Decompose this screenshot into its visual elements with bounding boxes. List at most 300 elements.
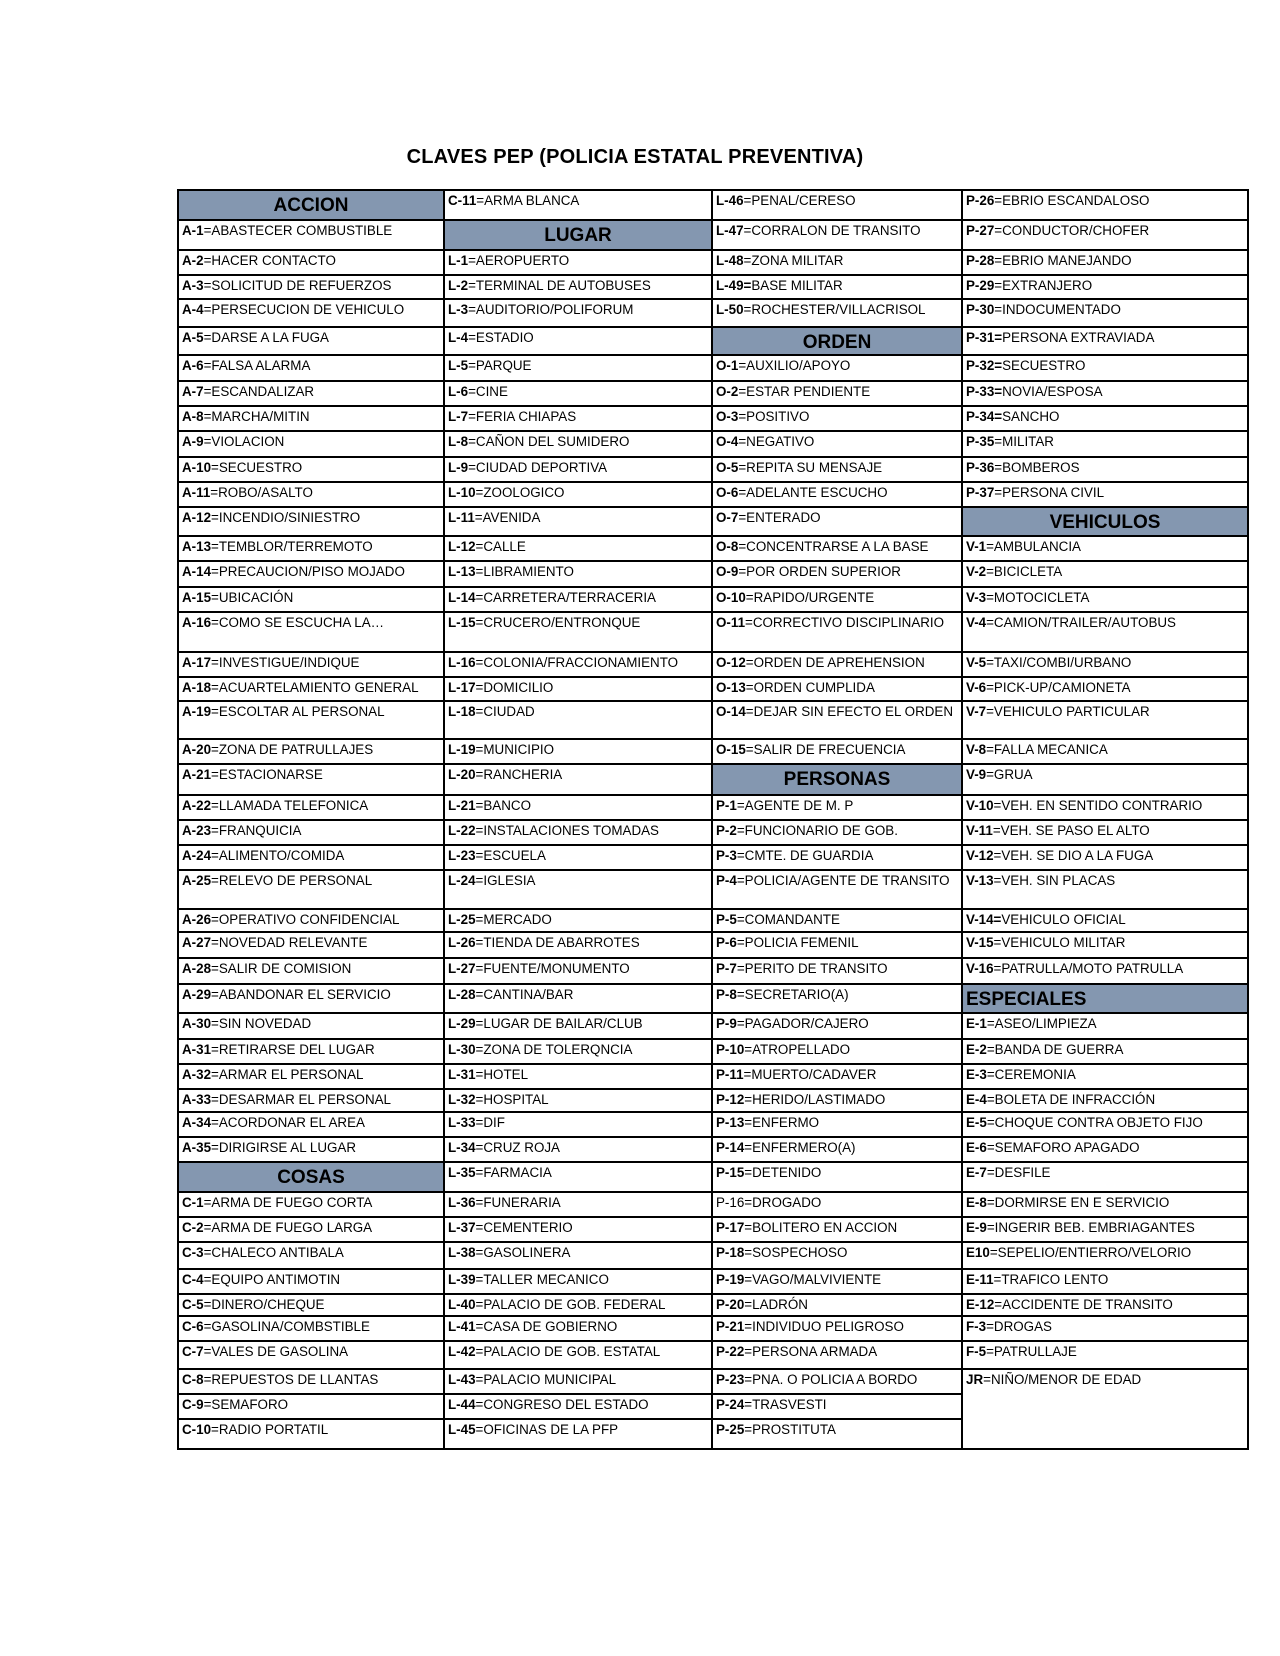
code-key: L-8 <box>448 434 469 449</box>
code-meaning: =ORDEN DE APREHENSION <box>745 655 925 670</box>
code-entry <box>963 483 1247 508</box>
code-entry <box>963 432 1247 458</box>
code-meaning: =SECUESTRO <box>211 460 303 475</box>
code-entry <box>713 933 961 959</box>
code-key: L-38 <box>448 1245 476 1260</box>
code-meaning: =CINE <box>468 384 508 399</box>
code-entry <box>963 1065 1247 1090</box>
code-meaning: =FRANQUICIA <box>211 823 302 838</box>
code-entry <box>713 356 961 382</box>
code-key: E-12 <box>966 1297 995 1312</box>
code-key: L-40 <box>448 1297 476 1312</box>
code-meaning: =ENFERMERO(A) <box>744 1140 856 1155</box>
code-entry <box>713 407 961 432</box>
code-key: L-29 <box>448 1016 476 1031</box>
code-entry <box>713 537 961 562</box>
code-key: E-7 <box>966 1165 987 1180</box>
code-meaning: =BANDA DE GUERRA <box>986 1042 1124 1057</box>
code-entry <box>179 765 443 796</box>
code-meaning: =SEMAFORO <box>203 1397 289 1412</box>
code-entry <box>963 678 1247 702</box>
code-meaning: =LADRÓN <box>744 1297 808 1312</box>
code-entry <box>179 1420 443 1448</box>
code-key: V-6 <box>966 680 987 695</box>
code-meaning: =TIENDA DE ABARROTES <box>475 935 640 950</box>
code-key: P-20 <box>716 1297 745 1312</box>
code-key: A-1 <box>182 223 204 238</box>
code-meaning: =VEH. SIN PLACAS <box>993 873 1116 888</box>
code-entry <box>713 432 961 458</box>
code-entry <box>713 1218 961 1243</box>
code-key: E10 <box>966 1245 990 1260</box>
code-key: A-15 <box>182 590 212 605</box>
code-meaning: =PATRULLA/MOTO PATRULLA <box>993 961 1184 976</box>
code-entry <box>713 1040 961 1065</box>
code-meaning: =IGLESIA <box>475 873 536 888</box>
code-meaning: =CIUDAD DEPORTIVA <box>468 460 608 475</box>
code-entry <box>963 328 1247 356</box>
code-entry <box>179 356 443 382</box>
code-key: L-35 <box>448 1165 476 1180</box>
section-header: ACCION <box>179 191 443 221</box>
code-entry <box>445 458 711 483</box>
code-key: P-31= <box>966 330 1003 345</box>
code-key: P-24 <box>716 1397 745 1412</box>
code-entry <box>713 300 961 328</box>
code-entry <box>179 959 443 985</box>
code-meaning: =FUNERARIA <box>475 1195 561 1210</box>
code-meaning: =ENTERADO <box>738 510 821 525</box>
code-key: L-20 <box>448 767 476 782</box>
code-entry <box>179 1395 443 1420</box>
code-entry <box>445 821 711 846</box>
code-key: L-16 <box>448 655 476 670</box>
code-key: L-15 <box>448 615 476 630</box>
code-meaning: =CIUDAD <box>475 704 535 719</box>
code-key: E-4 <box>966 1092 987 1107</box>
code-key: L-18 <box>448 704 476 719</box>
code-entry <box>713 1113 961 1138</box>
code-entry <box>445 432 711 458</box>
code-meaning: =VEH. SE DIO A LA FUGA <box>993 848 1154 863</box>
code-entry <box>445 1090 711 1113</box>
code-meaning: =TEMBLOR/TERREMOTO <box>211 539 373 554</box>
code-entry <box>713 821 961 846</box>
code-meaning: =ESCANDALIZAR <box>203 384 315 399</box>
code-key: L-45 <box>448 1422 476 1437</box>
code-entry <box>179 702 443 740</box>
code-key: P-18 <box>716 1245 745 1260</box>
code-key: P-7 <box>716 961 737 976</box>
code-entry <box>713 678 961 702</box>
code-key: P-36 <box>966 460 995 475</box>
code-key: A-26 <box>182 912 212 927</box>
code-meaning: =ARMA DE FUEGO LARGA <box>203 1220 373 1235</box>
code-entry <box>445 588 711 613</box>
code-entry <box>713 1370 961 1395</box>
code-entry <box>179 1090 443 1113</box>
code-entry <box>179 821 443 846</box>
code-meaning: =CORRECTIVO DISCIPLINARIO <box>745 615 945 630</box>
code-key: V-8 <box>966 742 987 757</box>
code-entry <box>179 458 443 483</box>
code-key: L-50 <box>716 302 744 317</box>
code-key: P-23 <box>716 1372 745 1387</box>
code-meaning: =CRUZ ROJA <box>475 1140 560 1155</box>
code-meaning: =AEROPUERTO <box>468 253 570 268</box>
code-meaning: =FUENTE/MONUMENTO <box>475 961 630 976</box>
code-key: E-1 <box>966 1016 987 1031</box>
code-meaning: =ALIMENTO/COMIDA <box>211 848 345 863</box>
code-entry <box>713 959 961 985</box>
code-entry <box>445 910 711 933</box>
code-key: P-9 <box>716 1016 737 1031</box>
code-entry <box>445 191 711 221</box>
code-key: A-23 <box>182 823 212 838</box>
code-key: P-1 <box>716 798 737 813</box>
code-key: O-7 <box>716 510 739 525</box>
code-meaning: =FALSA ALARMA <box>203 358 311 373</box>
code-key: V-14= <box>966 912 1002 927</box>
code-meaning: =PICK-UP/CAMIONETA <box>986 680 1131 695</box>
code-key: C-11 <box>448 193 477 208</box>
code-meaning: SANCHO <box>1002 409 1060 424</box>
code-key: A-4 <box>182 302 204 317</box>
code-meaning: =GASOLINERA <box>475 1245 571 1260</box>
code-entry <box>445 702 711 740</box>
code-meaning: =SOLICITUD DE REFUERZOS <box>203 278 392 293</box>
code-entry <box>713 910 961 933</box>
code-entry <box>179 537 443 562</box>
code-entry <box>963 1138 1247 1163</box>
code-key: O-1 <box>716 358 739 373</box>
code-meaning: =PALACIO MUNICIPAL <box>475 1372 617 1387</box>
code-meaning: =ESTADIO <box>468 330 534 345</box>
code-meaning: =ENFERMO <box>744 1115 820 1130</box>
code-entry <box>963 276 1247 300</box>
code-meaning: =CALLE <box>475 539 526 554</box>
code-meaning: =NEGATIVO <box>738 434 815 449</box>
code-key: L-9 <box>448 460 469 475</box>
code-meaning: =REPUESTOS DE LLANTAS <box>203 1372 379 1387</box>
code-meaning: =VIOLACION <box>203 434 285 449</box>
code-meaning: =CONGRESO DEL ESTADO <box>475 1397 649 1412</box>
code-entry <box>445 1040 711 1065</box>
code-entry <box>179 1138 443 1163</box>
code-entry <box>963 821 1247 846</box>
code-meaning: =CANTINA/BAR <box>475 987 574 1002</box>
code-meaning: =CMTE. DE GUARDIA <box>736 848 874 863</box>
code-meaning: P-16=DROGADO <box>716 1195 822 1210</box>
section-header: LUGAR <box>445 221 711 251</box>
section-header: ESPECIALES <box>963 985 1247 1014</box>
code-meaning: =PAGADOR/CAJERO <box>736 1016 869 1031</box>
code-meaning: =CHOQUE CONTRA OBJETO FIJO <box>986 1115 1203 1130</box>
code-entry <box>179 1370 443 1395</box>
code-meaning: =PENAL/CERESO <box>743 193 856 208</box>
code-key: V-3 <box>966 590 987 605</box>
code-entry <box>713 1193 961 1218</box>
code-meaning: =EBRIO ESCANDALOSO <box>994 193 1150 208</box>
code-meaning: =CEREMONIA <box>986 1067 1076 1082</box>
code-key: P-4 <box>716 873 737 888</box>
table-column <box>445 191 713 1448</box>
code-entry <box>445 1065 711 1090</box>
code-entry <box>713 483 961 508</box>
code-key: V-13 <box>966 873 994 888</box>
code-key: A-18 <box>182 680 212 695</box>
code-key: P-21 <box>716 1319 745 1334</box>
code-key: A-10 <box>182 460 212 475</box>
code-key: O-10 <box>716 590 746 605</box>
code-key: C-1 <box>182 1195 204 1210</box>
code-entry <box>445 1270 711 1295</box>
code-entry <box>713 458 961 483</box>
code-meaning: =AMBULANCIA <box>986 539 1081 554</box>
code-entry <box>713 796 961 821</box>
code-meaning: =AVENIDA <box>474 510 541 525</box>
code-key: C-3 <box>182 1245 204 1260</box>
code-meaning: PERSONA EXTRAVIADA <box>1002 330 1155 345</box>
code-key: L-13 <box>448 564 476 579</box>
code-key: P-22 <box>716 1344 745 1359</box>
code-meaning: =PERITO DE TRANSITO <box>736 961 888 976</box>
code-meaning: =LIBRAMIENTO <box>475 564 574 579</box>
code-key: V-5 <box>966 655 987 670</box>
code-entry <box>445 1243 711 1270</box>
code-key: O-14 <box>716 704 746 719</box>
code-entry <box>963 765 1247 796</box>
table-column <box>179 191 445 1448</box>
code-meaning: =TERMINAL DE AUTOBUSES <box>468 278 651 293</box>
code-entry <box>179 1243 443 1270</box>
code-key: P-26 <box>966 193 995 208</box>
code-entry <box>713 1065 961 1090</box>
code-meaning: =SOSPECHOSO <box>744 1245 848 1260</box>
codes-table <box>177 189 1249 1450</box>
code-key: L-43 <box>448 1372 476 1387</box>
code-key: A-22 <box>182 798 212 813</box>
code-meaning: =HACER CONTACTO <box>203 253 336 268</box>
code-key: L-44 <box>448 1397 476 1412</box>
code-entry <box>179 1113 443 1138</box>
code-entry <box>445 300 711 328</box>
code-key: C-10 <box>182 1422 212 1437</box>
code-entry <box>179 382 443 407</box>
code-meaning: =POLICIA/AGENTE DE TRANSITO <box>736 873 950 888</box>
code-meaning: =AUDITORIO/POLIFORUM <box>468 302 634 317</box>
code-entry <box>445 740 711 765</box>
code-key: V-9 <box>966 767 987 782</box>
code-key: P-29 <box>966 278 995 293</box>
code-key: L-4 <box>448 330 469 345</box>
code-key: P-33= <box>966 384 1003 399</box>
code-meaning: =LUGAR DE BAILAR/CLUB <box>475 1016 643 1031</box>
code-entry <box>713 985 961 1014</box>
code-key: A-13 <box>182 539 212 554</box>
code-key: P-34= <box>966 409 1003 424</box>
code-key: L-10 <box>448 485 476 500</box>
code-meaning: =ESCOLTAR AL PERSONAL <box>211 704 385 719</box>
code-entry <box>713 1163 961 1193</box>
code-meaning: =VALES DE GASOLINA <box>203 1344 349 1359</box>
code-key: V-15 <box>966 935 994 950</box>
code-entry <box>963 1243 1247 1270</box>
code-meaning: =PATRULLAJE <box>986 1344 1077 1359</box>
code-key: L-7 <box>448 409 469 424</box>
code-entry <box>445 1420 711 1448</box>
code-entry <box>179 1270 443 1295</box>
code-entry <box>963 537 1247 562</box>
code-meaning: =ACORDONAR EL AREA <box>211 1115 365 1130</box>
code-entry <box>963 1193 1247 1218</box>
code-entry <box>179 653 443 678</box>
code-entry <box>179 910 443 933</box>
code-meaning: =AGENTE DE M. P <box>736 798 854 813</box>
code-entry <box>445 1193 711 1218</box>
code-entry <box>179 300 443 328</box>
code-entry <box>713 1395 961 1420</box>
table-column <box>713 191 963 1448</box>
code-key: C-2 <box>182 1220 204 1235</box>
code-key: E-5 <box>966 1115 987 1130</box>
code-meaning: =VEHICULO PARTICULAR <box>986 704 1150 719</box>
code-entry <box>963 740 1247 765</box>
code-meaning: =MUERTO/CADAVER <box>743 1067 877 1082</box>
code-key: P-25 <box>716 1422 745 1437</box>
code-key: P-27 <box>966 223 995 238</box>
code-key: C-9 <box>182 1397 204 1412</box>
code-meaning: =MARCHA/MITIN <box>203 409 310 424</box>
code-key: C-5 <box>182 1297 204 1312</box>
code-entry <box>445 537 711 562</box>
code-key: A-32 <box>182 1067 212 1082</box>
code-meaning: =EXTRANJERO <box>994 278 1093 293</box>
code-meaning: =ABASTECER COMBUSTIBLE <box>203 223 393 238</box>
code-meaning: NOVIA/ESPOSA <box>1002 384 1103 399</box>
code-entry <box>179 1342 443 1370</box>
code-entry <box>445 562 711 588</box>
code-meaning: =COMANDANTE <box>736 912 840 927</box>
code-key: L-49= <box>716 278 752 293</box>
code-meaning: =ZONA DE TOLERQNCIA <box>475 1042 633 1057</box>
code-entry <box>713 1270 961 1295</box>
code-meaning: =MOTOCICLETA <box>986 590 1090 605</box>
code-key: A-27 <box>182 935 212 950</box>
code-meaning: =ACUARTELAMIENTO GENERAL <box>211 680 419 695</box>
code-entry <box>963 653 1247 678</box>
code-entry <box>445 1295 711 1317</box>
code-entry <box>963 458 1247 483</box>
code-key: A-16 <box>182 615 212 630</box>
code-key: L-6 <box>448 384 469 399</box>
code-entry <box>179 933 443 959</box>
code-entry <box>963 1342 1247 1370</box>
code-key: P-8 <box>716 987 737 1002</box>
code-key: P-37 <box>966 485 995 500</box>
code-entry <box>963 613 1247 653</box>
code-meaning: =TAXI/COMBI/URBANO <box>986 655 1132 670</box>
code-meaning: =TALLER MECANICO <box>475 1272 609 1287</box>
code-meaning: =SALIR DE FRECUENCIA <box>745 742 906 757</box>
code-meaning: =FALLA MECANICA <box>986 742 1108 757</box>
code-key: O-4 <box>716 434 739 449</box>
code-meaning: =CARRETERA/TERRACERIA <box>475 590 656 605</box>
code-key: A-19 <box>182 704 212 719</box>
code-entry <box>445 483 711 508</box>
code-key: L-46 <box>716 193 744 208</box>
code-key: L-14 <box>448 590 476 605</box>
code-entry <box>179 678 443 702</box>
code-entry <box>963 1163 1247 1193</box>
code-meaning: =RAPIDO/URGENTE <box>745 590 875 605</box>
code-entry <box>445 765 711 796</box>
code-entry <box>445 382 711 407</box>
code-entry <box>713 1420 961 1448</box>
section-header: VEHICULOS <box>963 508 1247 537</box>
code-key: V-4 <box>966 615 987 630</box>
code-meaning: =TRASVESTI <box>744 1397 827 1412</box>
code-key: V-2 <box>966 564 987 579</box>
code-entry <box>713 588 961 613</box>
code-entry <box>963 221 1247 251</box>
code-meaning: =BICICLETA <box>986 564 1063 579</box>
code-entry <box>445 1113 711 1138</box>
code-key: E-11 <box>966 1272 994 1287</box>
page-title-text: CLAVES PEP (POLICIA ESTATAL PREVENTIVA) <box>406 146 864 168</box>
code-entry <box>445 1342 711 1370</box>
code-meaning: =VEHICULO MILITAR <box>993 935 1126 950</box>
code-entry <box>179 740 443 765</box>
code-key: P-11 <box>716 1067 744 1082</box>
code-key: A-29 <box>182 987 212 1002</box>
code-key: L-48 <box>716 253 744 268</box>
code-key: A-3 <box>182 278 204 293</box>
table-column <box>963 191 1247 1448</box>
code-meaning: =INSTALACIONES TOMADAS <box>475 823 659 838</box>
code-key: P-12 <box>716 1092 745 1107</box>
code-key: C-4 <box>182 1272 204 1287</box>
code-meaning: =ABANDONAR EL SERVICIO <box>211 987 391 1002</box>
page-title <box>0 146 1280 169</box>
code-entry <box>963 702 1247 740</box>
code-meaning: =ACCIDENTE DE TRANSITO <box>994 1297 1173 1312</box>
code-key: L-12 <box>448 539 476 554</box>
code-meaning: =INDOCUMENTADO <box>994 302 1121 317</box>
code-meaning: =CONCENTRARSE A LA BASE <box>738 539 929 554</box>
code-key: V-1 <box>966 539 987 554</box>
code-entry <box>445 1014 711 1040</box>
code-meaning: =PARQUE <box>468 358 532 373</box>
code-meaning: =NIÑO/MENOR DE EDAD <box>983 1372 1142 1387</box>
code-meaning: =POLICIA FEMENIL <box>736 935 859 950</box>
code-meaning: =FERIA CHIAPAS <box>468 409 577 424</box>
code-key: A-14 <box>182 564 212 579</box>
code-entry <box>179 588 443 613</box>
code-key: L-19 <box>448 742 476 757</box>
code-meaning: =COLONIA/FRACCIONAMIENTO <box>475 655 679 670</box>
code-entry <box>713 276 961 300</box>
code-meaning: =FUNCIONARIO DE GOB. <box>736 823 898 838</box>
code-key: P-28 <box>966 253 995 268</box>
code-entry <box>713 382 961 407</box>
code-key: L-32 <box>448 1092 476 1107</box>
code-key: P-10 <box>716 1042 745 1057</box>
code-meaning: =PERSONA ARMADA <box>744 1344 878 1359</box>
code-entry <box>713 846 961 871</box>
code-key: A-7 <box>182 384 204 399</box>
code-key: P-13 <box>716 1115 745 1130</box>
